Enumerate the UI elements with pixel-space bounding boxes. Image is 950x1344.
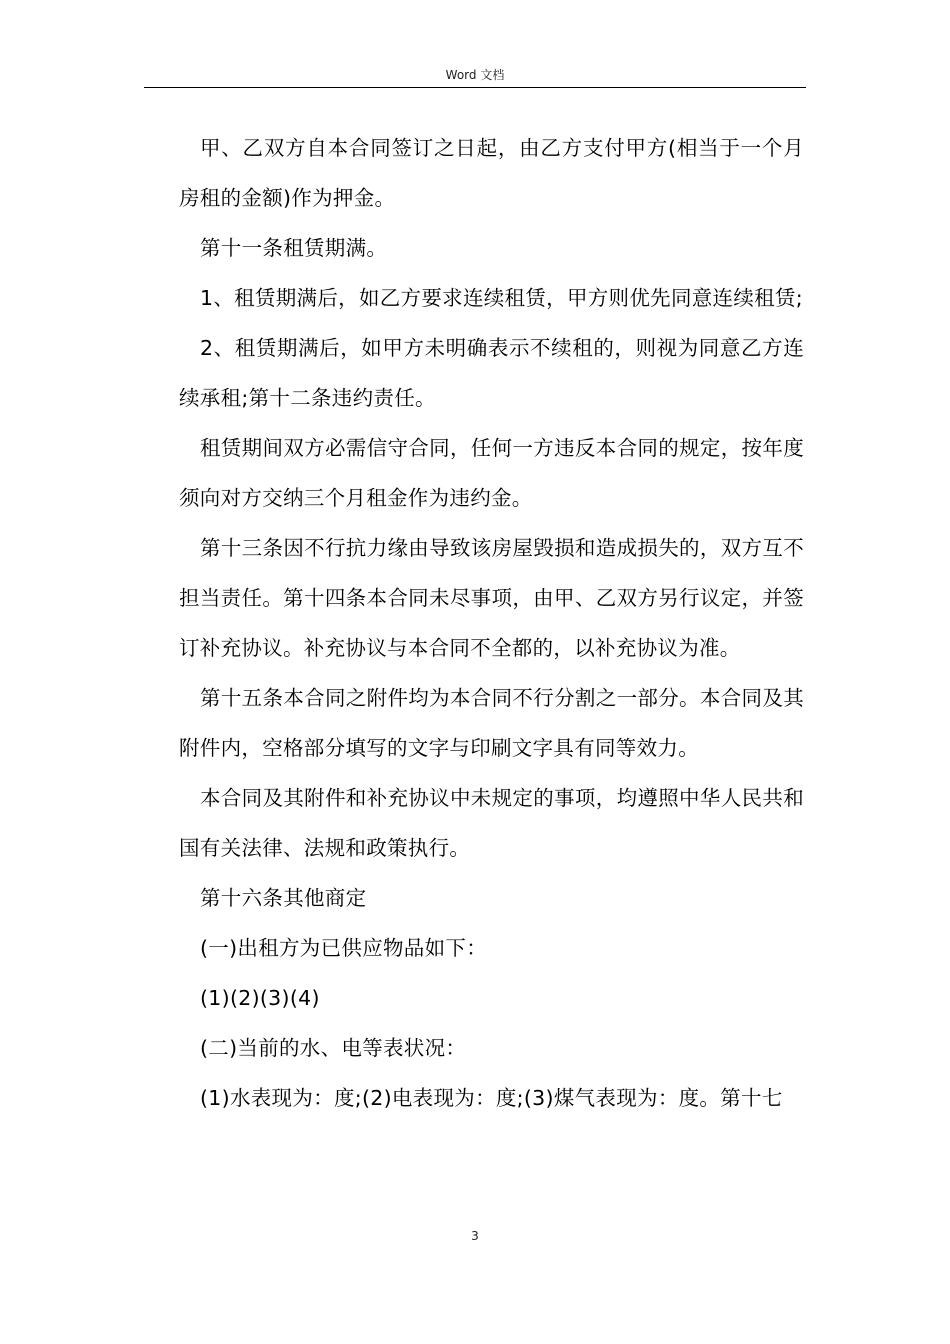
paragraph: 第十三条因不行抗力缘由导致该房屋毁损和造成损失的，双方互不担当责任。第十四条本合同未尽事项，由甲、乙双方另行议定，并签订补充协议。补充协议与本合同不全都的，以补充协议为准。 (179, 536, 804, 660)
paragraph: (一)出租方为已供应物品如下： (200, 936, 487, 960)
document-body (179, 123, 804, 1123)
paragraph: 第十五条本合同之附件均为本合同不行分割之一部分。本合同及其附件内，空格部分填写的文字与印刷文字具有同等效力。 (179, 686, 804, 760)
paragraph: 第十一条租赁期满。 (200, 236, 388, 260)
paragraph: 本合同及其附件和补充协议中未规定的事项，均遵照中华人民共和国有关法律、法规和政策执行。 (179, 786, 804, 860)
page-number: 3 (471, 1229, 479, 1243)
document-header-title: Word 文档 (445, 68, 505, 82)
paragraph: 甲、乙双方自本合同签订之日起，由乙方支付甲方(相当于一个月房租的金额)作为押金。 (179, 136, 804, 210)
paragraph: 2、租赁期满后，如甲方未明确表示不续租的，则视为同意乙方连续承租;第十二条违约责任。 (179, 336, 804, 410)
paragraph: 1、租赁期满后，如乙方要求连续租赁，甲方则优先同意连续租赁; (200, 286, 803, 310)
paragraph: (1)(2)(3)(4) (200, 986, 320, 1010)
paragraph: (二)当前的水、电等表状况： (200, 1036, 467, 1060)
header-divider (144, 87, 806, 88)
paragraph: 第十六条其他商定 (200, 886, 367, 910)
paragraph: 租赁期间双方必需信守合同，任何一方违反本合同的规定，按年度须向对方交纳三个月租金作为违约金。 (179, 436, 804, 510)
paragraph: (1)水表现为：度;(2)电表现为：度;(3)煤气表现为：度。第十七 (200, 1086, 783, 1110)
